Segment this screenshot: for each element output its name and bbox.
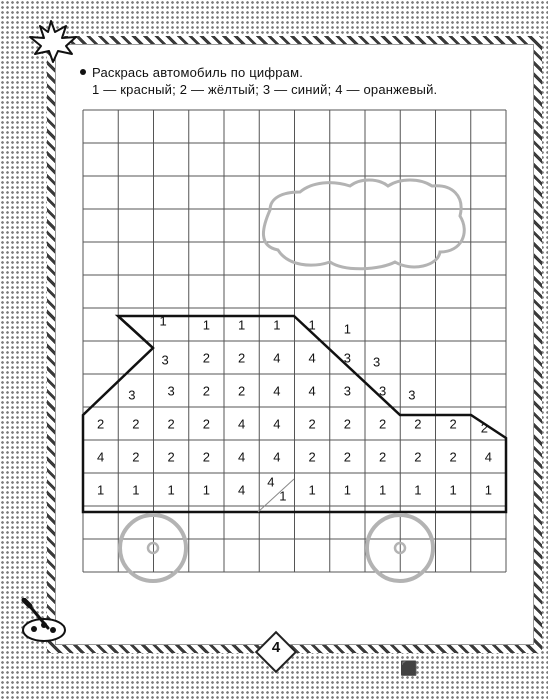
cell-number: 1 — [343, 321, 351, 337]
cell-number: 1 — [308, 482, 316, 498]
cell-number: 2 — [414, 449, 422, 465]
cell-number: 1 — [379, 482, 387, 498]
cell-number: 3 — [343, 350, 351, 366]
cell-number: 3 — [167, 383, 175, 399]
cell-number: 2 — [167, 449, 175, 465]
cell-number: 1 — [308, 317, 316, 333]
cell-number: 1 — [273, 317, 281, 333]
cell-number: 2 — [132, 416, 140, 432]
cell-number: 2 — [202, 416, 210, 432]
cell-number: 4 — [273, 416, 281, 432]
cell-number: 1 — [484, 482, 492, 498]
cell-number: 2 — [132, 449, 140, 465]
publisher-logo-icon: ⬛ — [400, 660, 418, 676]
cell-number: 2 — [343, 416, 351, 432]
cell-number: 2 — [308, 449, 316, 465]
cell-number: 1 — [202, 317, 210, 333]
split-cell-diagonal — [258, 479, 294, 512]
cell-number: 1 — [159, 313, 167, 329]
cell-number: 4 — [273, 383, 281, 399]
cell-number: 2 — [480, 420, 488, 436]
cell-number: 2 — [414, 416, 422, 432]
cell-number: 3 — [373, 354, 381, 370]
cloud-drawing — [263, 180, 464, 269]
cell-number: 2 — [379, 416, 387, 432]
cell-number: 4 — [238, 482, 246, 498]
cell-number: 1 — [202, 482, 210, 498]
cell-number: 3 — [379, 383, 387, 399]
cell-number: 3 — [128, 387, 136, 403]
cell-number: 2 — [202, 449, 210, 465]
cell-number: 2 — [308, 416, 316, 432]
cell-number: 3 — [343, 383, 351, 399]
cell-number: 1 — [279, 488, 287, 504]
cell-number: 4 — [273, 449, 281, 465]
page-number: 4 — [271, 639, 281, 656]
cell-number: 3 — [408, 387, 416, 403]
cell-number: 1 — [449, 482, 457, 498]
cell-number: 4 — [238, 416, 246, 432]
cell-number: 2 — [343, 449, 351, 465]
cell-number: 2 — [238, 350, 246, 366]
cell-number: 2 — [202, 350, 210, 366]
palette-icon — [18, 598, 68, 644]
cell-number: 1 — [414, 482, 422, 498]
cell-number: 4 — [308, 383, 316, 399]
cell-number: 2 — [238, 383, 246, 399]
cell-number: 4 — [97, 449, 105, 465]
cell-number: 2 — [379, 449, 387, 465]
cell-number: 2 — [97, 416, 105, 432]
cell-number: 2 — [202, 383, 210, 399]
cell-number: 1 — [343, 482, 351, 498]
cell-number: 3 — [161, 352, 169, 368]
cell-number: 1 — [167, 482, 175, 498]
cell-number: 2 — [167, 416, 175, 432]
cell-number: 1 — [238, 317, 246, 333]
cell-number: 1 — [132, 482, 140, 498]
cell-number: 4 — [484, 449, 492, 465]
cell-number: 4 — [238, 449, 246, 465]
cell-number: 4 — [267, 474, 275, 490]
cell-number: 2 — [449, 416, 457, 432]
cell-number: 2 — [449, 449, 457, 465]
instruction-line-1: Раскрась автомобиль по цифрам. — [92, 65, 304, 80]
instruction-line-2: 1 — красный; 2 — жёлтый; 3 — синий; 4 — оранжевый. — [92, 82, 438, 97]
cell-number: 4 — [308, 350, 316, 366]
cell-number: 1 — [97, 482, 105, 498]
cell-number: 4 — [273, 350, 281, 366]
